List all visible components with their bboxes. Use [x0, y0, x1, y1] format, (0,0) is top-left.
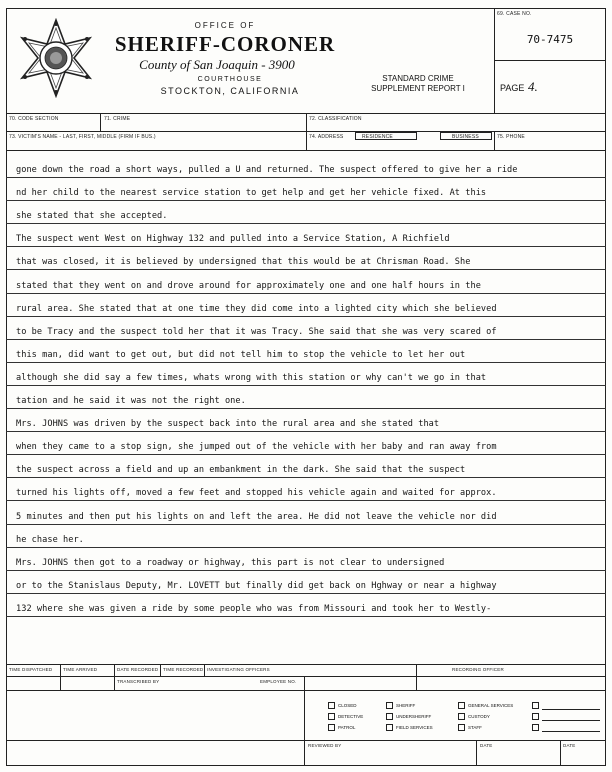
narrative-rule — [6, 339, 606, 340]
footer-row-rule-1 — [6, 676, 606, 677]
footer-divider-6 — [416, 664, 417, 690]
footer-divider-5 — [304, 676, 305, 766]
narrative-line: Mrs. JOHNS was driven by the suspect back into the rural area and she stated that — [16, 419, 440, 430]
phone-label: 75. PHONE — [497, 134, 525, 140]
report-type-line-2: SUPPLEMENT REPORT I — [371, 84, 465, 93]
code-section-label: 70. CODE SECTION — [9, 116, 59, 122]
city-label: STOCKTON, CALIFORNIA — [160, 86, 300, 96]
classification-label: 72. CLASSIFICATION — [309, 116, 362, 122]
report-type-line-1: STANDARD CRIME — [382, 74, 454, 83]
agency-title: SHERIFF-CORONER — [114, 32, 336, 56]
narrative-line: turned his lights off, moved a few feet and stopped his vehicle again and waited for approx. — [16, 488, 497, 499]
narrative-rule — [6, 431, 606, 432]
staff-label: STAFF — [468, 725, 482, 730]
narrative-rule — [6, 547, 606, 548]
victim-name-label: 73. VICTIM'S NAME - LAST, FIRST, MIDDLE (FIRM IF BUS.) — [9, 134, 156, 140]
footer-row-rule-2 — [6, 690, 606, 691]
narrative-rule — [6, 477, 606, 478]
narrative-rule — [6, 177, 606, 178]
narrative-rule — [6, 454, 606, 455]
narrative-rule — [6, 316, 606, 317]
narrative-rule — [6, 616, 606, 617]
detective-checkbox[interactable] — [328, 713, 335, 720]
other-checkbox-2[interactable] — [532, 713, 539, 720]
courthouse-label: COURTHOUSE — [197, 76, 263, 83]
employee-no-label: EMPLOYEE NO. — [260, 679, 297, 684]
field-divider-1 — [100, 113, 101, 131]
general-services-label: GENERAL SERVICES — [468, 703, 514, 708]
general-services-checkbox[interactable] — [458, 702, 465, 709]
date-recorded-label: DATE RECORDED — [117, 667, 159, 672]
narrative-rule — [6, 223, 606, 224]
narrative-rule — [6, 500, 606, 501]
time-recorded-label: TIME RECORDED — [163, 667, 204, 672]
other-checkbox-3[interactable] — [532, 724, 539, 731]
other-checkbox-1[interactable] — [532, 702, 539, 709]
undersheriff-checkbox[interactable] — [386, 713, 393, 720]
page-label: PAGE — [500, 83, 525, 93]
time-arrived-label: TIME ARRIVED — [63, 667, 98, 672]
footer-top-rule — [6, 664, 606, 665]
field-services-label: FIELD SERVICES — [396, 725, 433, 730]
field-row-rule-2 — [6, 150, 606, 151]
narrative-rule — [6, 246, 606, 247]
narrative-line: Mrs. JOHNS then got to a roadway or highway, this part is not clear to undersigned — [16, 557, 445, 568]
residence-label: RESIDENCE — [362, 134, 393, 140]
crime-label: 71. CRIME — [104, 116, 131, 122]
narrative-line: tation and he said it was not the right one. — [16, 396, 246, 406]
other-line-2 — [542, 720, 600, 721]
office-of-label: OFFICE OF — [194, 21, 256, 30]
narrative-line: this man, did want to get out, but did not tell him to stop the vehicle to let her out — [16, 349, 466, 360]
footer-divider-8 — [560, 740, 561, 766]
case-number: 70-7475 — [526, 33, 574, 46]
custody-label: CUSTODY — [468, 714, 490, 719]
undersheriff-label: UNDERSHERIFF — [396, 714, 432, 719]
date-label-2: DATE — [563, 743, 576, 748]
address-label: 74. ADDRESS — [309, 134, 344, 140]
narrative-line: to be Tracy and the suspect told her that it was Tracy. She said that she was very scared of — [16, 326, 497, 337]
narrative-line: or to the Stanislaus Deputy, Mr. LOVETT but finally did get back on Hghway or near a highway — [16, 580, 497, 591]
narrative-rule — [6, 200, 606, 201]
narrative-line: 5 minutes and then put his lights on and left the area. He did not leave the vehicle nor did — [16, 511, 497, 522]
time-dispatched-label: TIME DISPATCHED — [9, 667, 53, 672]
closed-checkbox[interactable] — [328, 702, 335, 709]
narrative-line: when they came to a stop sign, she jumped out of the vehicle with her baby and ran away from — [16, 442, 497, 453]
county-label: County of San Joaquin - 3900 — [139, 57, 295, 72]
footer-divider-3 — [160, 664, 161, 676]
footer-divider-2 — [114, 664, 115, 690]
narrative-line: that was closed, it is believed by undersigned that this would be at Chrisman Road. She — [16, 257, 471, 268]
narrative-rule — [6, 362, 606, 363]
narrative-line: although she did say a few times, whats wrong with this station or why can't we go in that — [16, 372, 487, 383]
sheriff-label: SHERIFF — [396, 703, 416, 708]
case-no-label: 69. CASE NO. — [497, 11, 532, 17]
narrative-line: rural area. She stated that at one time they did come into a lighted city which she believed — [16, 303, 497, 314]
sheriff-checkbox[interactable] — [386, 702, 393, 709]
staff-checkbox[interactable] — [458, 724, 465, 731]
narrative-line: 132 where she was given a ride by some people who was from Missouri and took her to Westly- — [16, 603, 492, 614]
narrative-line: he chase her. — [16, 534, 84, 545]
narrative-rule — [6, 570, 606, 571]
narrative-rule — [6, 293, 606, 294]
business-label: BUSINESS — [452, 134, 479, 140]
patrol-label: PATROL — [338, 725, 356, 730]
reviewed-by-label: REVIEWED BY — [308, 743, 342, 748]
footer-divider-1 — [60, 664, 61, 690]
narrative-rule — [6, 385, 606, 386]
narrative-line: gone down the road a short ways, pulled a U and returned. The suspect offered to give her a ride — [16, 165, 518, 175]
narrative-rule — [6, 524, 606, 525]
footer-divider-4 — [204, 664, 205, 676]
field-divider-2 — [306, 113, 307, 150]
date-label: DATE — [480, 743, 493, 748]
narrative-line: nd her child to the nearest service station to get help and get her vehicle fixed. At this — [16, 188, 487, 199]
other-line-3 — [542, 731, 600, 732]
case-box-divider — [494, 60, 606, 61]
recording-officer-label: RECORDING OFFICER — [452, 667, 504, 672]
custody-checkbox[interactable] — [458, 713, 465, 720]
other-line-1 — [542, 709, 600, 710]
footer-row-rule-3 — [6, 740, 606, 741]
field-services-checkbox[interactable] — [386, 724, 393, 731]
detective-label: DETECTIVE — [338, 714, 364, 719]
page-number: 4. — [528, 79, 538, 94]
narrative-rule — [6, 593, 606, 594]
narrative-line: The suspect went West on Highway 132 and pulled into a Service Station, A Richfield — [16, 234, 450, 245]
narrative-line: she stated that she accepted. — [16, 211, 168, 222]
field-divider-3 — [494, 131, 495, 150]
transcribed-by-label: TRANSCRIBED BY — [117, 679, 160, 684]
closed-label: CLOSED — [338, 703, 357, 708]
narrative-line: stated that they went on and drove around for approximately one and one half hours in the — [16, 280, 481, 291]
sheriff-star-badge-icon — [16, 18, 96, 98]
patrol-checkbox[interactable] — [328, 724, 335, 731]
investigating-officers-label: INVESTIGATING OFFICERS — [207, 667, 270, 672]
narrative-rule — [6, 269, 606, 270]
narrative-line: the suspect across a field and up an embankment in the dark. She said that the suspect — [16, 465, 466, 476]
narrative-rule — [6, 408, 606, 409]
footer-divider-7 — [476, 740, 477, 766]
